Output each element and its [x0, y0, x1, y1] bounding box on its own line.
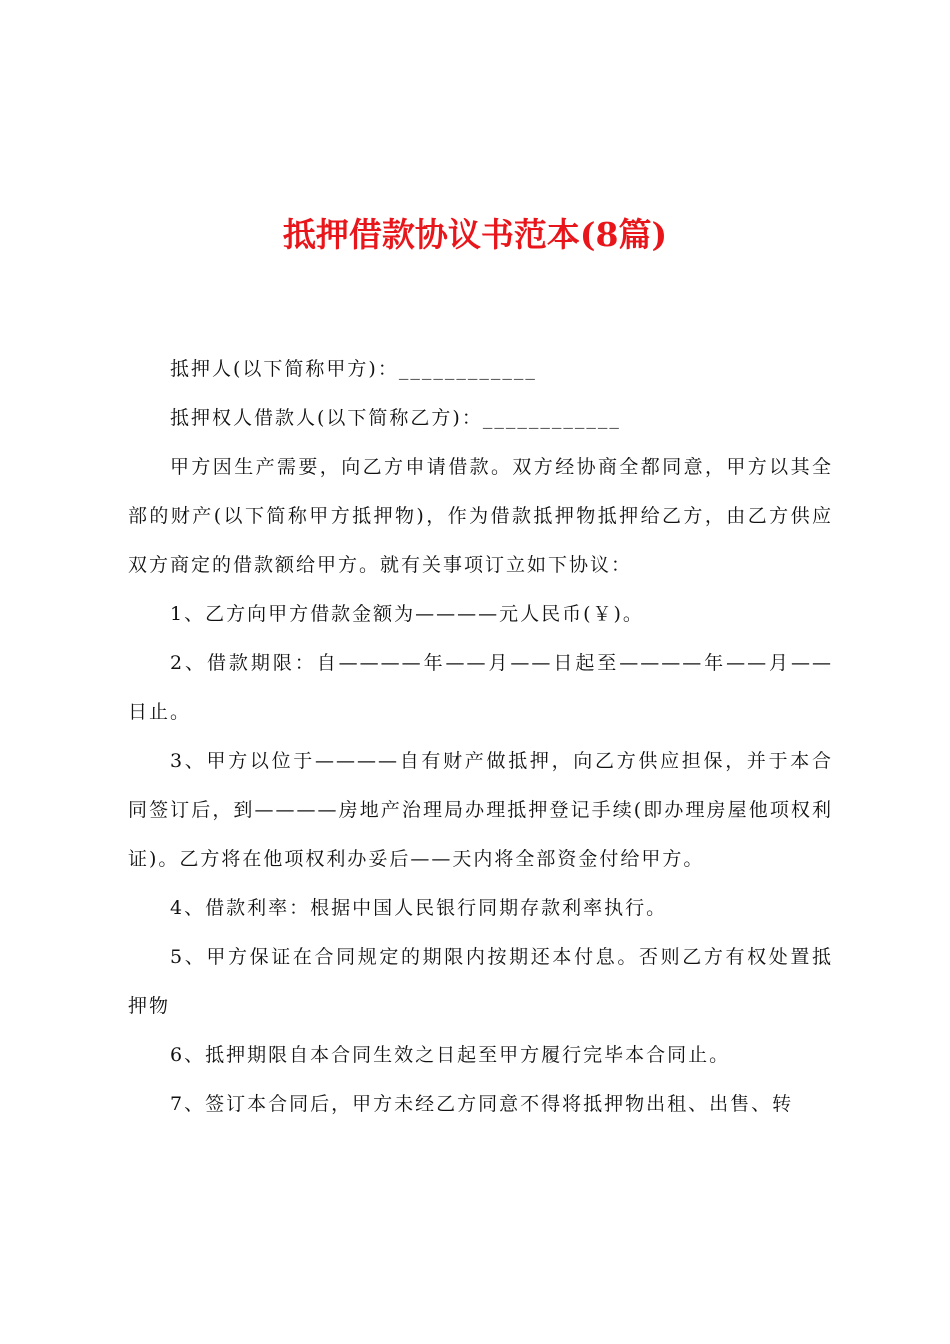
paragraph-pledgor: 抵押人(以下简称甲方)：____________ — [170, 358, 537, 380]
paragraph-intro: 甲方因生产需要，向乙方申请借款。双方经协商全都同意，甲方以其全部的财产(以下简称甲方抵押物)，作为借款抵押物抵押给乙方，由乙方供应双方商定的借款额给甲方。就有关事项订立如下协议： — [128, 456, 833, 576]
paragraph-pledgee: 抵押权人借款人(以下简称乙方)：____________ — [170, 407, 621, 429]
clause-2: 2、借款期限：自————年——月——日起至————年——月——日止。 — [128, 652, 833, 723]
clause-1: 1、乙方向甲方借款金额为————元人民币(￥)。 — [170, 603, 644, 625]
clause-5: 5、甲方保证在合同规定的期限内按期还本付息。否则乙方有权处置抵押物 — [128, 946, 833, 1017]
clause-6: 6、抵押期限自本合同生效之日起至甲方履行完毕本合同止。 — [170, 1044, 731, 1066]
document-body — [128, 345, 833, 1129]
clause-3: 3、甲方以位于————自有财产做抵押，向乙方供应担保，并于本合同签订后，到————房地产治理局办理抵押登记手续(即办理房屋他项权利证)。乙方将在他项权利办妥后——天内将全部资金付给甲方。 — [128, 750, 833, 870]
clause-7: 7、签订本合同后，甲方未经乙方同意不得将抵押物出租、出售、转 — [170, 1093, 794, 1115]
clause-4: 4、借款利率：根据中国人民银行同期存款利率执行。 — [170, 897, 668, 919]
document-title: 抵押借款协议书范本(8篇) — [282, 215, 668, 254]
